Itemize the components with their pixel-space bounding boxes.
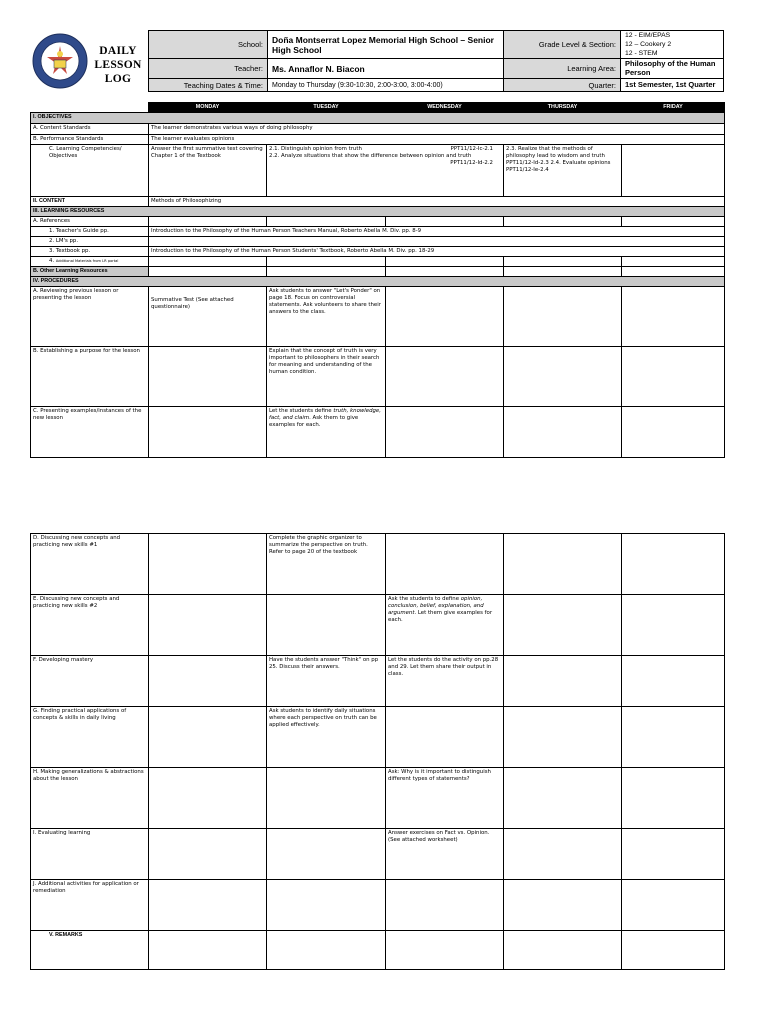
empty-cell bbox=[267, 829, 386, 880]
empty-cell bbox=[149, 267, 267, 277]
other-resources-label: B. Other Learning Resources bbox=[31, 267, 149, 277]
content-standards-label: A. Content Standards bbox=[31, 124, 149, 135]
table-row bbox=[31, 124, 725, 135]
learning-area-label: Learning Area: bbox=[503, 58, 621, 79]
competencies-tue-wed bbox=[267, 145, 504, 197]
teacher-value: Ms. Annaflor N. Biacon bbox=[267, 58, 504, 79]
learning-area-value: Philosophy of the Human Person bbox=[620, 58, 724, 79]
teaching-dates-value: Monday to Thursday (9:30-10:30, 2:00-3:00, 3:00-4:00) bbox=[267, 78, 504, 92]
empty-cell bbox=[504, 595, 622, 656]
table-row bbox=[31, 237, 725, 247]
procedure-g-tuesday: Ask students to identify daily situations where each perspective on truth can be applied effectively. bbox=[267, 707, 386, 768]
empty-cell bbox=[622, 595, 725, 656]
procedure-terms: opinion, conclusion, belief, explanation, and argument bbox=[388, 596, 484, 616]
procedure-b-label: B. Establishing a purpose for the lesson bbox=[31, 347, 149, 407]
procedure-d-label: D. Discussing new concepts and practicing new skills #1 bbox=[31, 534, 149, 595]
empty-cell bbox=[622, 880, 725, 931]
empty-cell bbox=[386, 931, 504, 970]
empty-cell bbox=[149, 880, 267, 931]
empty-cell bbox=[386, 880, 504, 931]
procedure-a-tuesday: Ask students to answer "Let's Ponder" on page 18. Focus on controversial statements. Ask volunteers to share their answers to the class. bbox=[267, 287, 386, 347]
empty-cell bbox=[149, 347, 267, 407]
procedure-i-label: I. Evaluating learning bbox=[31, 829, 149, 880]
empty-cell bbox=[267, 217, 386, 227]
empty-cell bbox=[622, 768, 725, 829]
empty-cell bbox=[622, 829, 725, 880]
empty-cell bbox=[149, 768, 267, 829]
quarter-value: 1st Semester, 1st Quarter bbox=[620, 78, 724, 92]
empty-cell bbox=[622, 347, 725, 407]
objectives-heading: I. OBJECTIVES bbox=[31, 113, 725, 124]
procedure-h-wednesday: Ask: Why is it important to distinguish different types of statements? bbox=[386, 768, 504, 829]
teachers-guide-label: 1. Teacher's Guide pp. bbox=[31, 227, 149, 237]
procedure-text: . Let them give examples for each. bbox=[388, 610, 493, 623]
dll-header bbox=[30, 30, 724, 92]
procedure-b-tuesday: Explain that the concept of truth is very important to philosophers in their search for meaning and understanding of the human condition. bbox=[267, 347, 386, 407]
empty-cell bbox=[267, 267, 386, 277]
table-row bbox=[31, 347, 725, 407]
empty-cell bbox=[149, 217, 267, 227]
other-resources-row bbox=[31, 267, 725, 277]
empty-cell bbox=[622, 534, 725, 595]
procedure-a-monday: Summative Test (See attached questionnaire) bbox=[149, 287, 267, 347]
empty-cell bbox=[267, 595, 386, 656]
table-row bbox=[31, 287, 725, 347]
empty-cell bbox=[386, 707, 504, 768]
empty-cell bbox=[622, 217, 725, 227]
empty-cell bbox=[622, 257, 725, 267]
empty-cell bbox=[149, 931, 267, 970]
lr-portal-label bbox=[31, 257, 149, 267]
empty-cell bbox=[622, 267, 725, 277]
grade-label: Grade Level & Section: bbox=[503, 30, 621, 59]
empty-cell bbox=[622, 931, 725, 970]
procedure-e-wednesday bbox=[386, 595, 504, 656]
competency-text: 2.1. Distinguish opinion from truth bbox=[269, 146, 362, 152]
school-value: Doña Montserrat Lopez Memorial High School – Senior High School bbox=[267, 30, 504, 59]
competencies-label: C. Learning Competencies/ Objectives bbox=[31, 145, 149, 197]
day-friday: FRIDAY bbox=[622, 103, 725, 113]
empty-cell bbox=[386, 267, 504, 277]
content-standards-value: The learner demonstrates various ways of doing philosophy bbox=[149, 124, 725, 135]
title-line-log: LOG bbox=[104, 73, 132, 85]
school-label: School: bbox=[148, 30, 268, 59]
competency-code: PPT11/12-Id-2.2 bbox=[450, 160, 493, 166]
empty-cell bbox=[622, 407, 725, 458]
teaching-dates-label: Teaching Dates & Time: bbox=[148, 78, 268, 92]
empty-cell bbox=[386, 534, 504, 595]
lesson-log-table-1 bbox=[30, 102, 725, 458]
empty-cell bbox=[149, 595, 267, 656]
competencies-friday bbox=[622, 145, 725, 197]
procedure-j-label: J. Additional activities for application or remediation bbox=[31, 880, 149, 931]
empty-cell bbox=[504, 347, 622, 407]
competency-code: PPT11/12-Ic-2.1 bbox=[450, 146, 493, 152]
day-monday: MONDAY bbox=[149, 103, 267, 113]
empty-cell bbox=[149, 534, 267, 595]
textbook-value: Introduction to the Philosophy of the Human Person Students' Textbook, Roberto Abella M. Div. pp. 18-29 bbox=[149, 247, 725, 257]
competencies-thursday: 2.3. Realize that the methods of philosophy lead to wisdom and truth PPT11/12-Id-2.3 2.4. Evaluate opinions PPT11/12-Ie-2.4 bbox=[504, 145, 622, 197]
empty-cell bbox=[267, 880, 386, 931]
competency-line bbox=[269, 146, 501, 153]
empty-cell bbox=[386, 347, 504, 407]
resources-heading: III. LEARNING RESOURCES bbox=[31, 207, 725, 217]
procedure-c-label: C. Presenting examples/instances of the new lesson bbox=[31, 407, 149, 458]
empty-cell bbox=[267, 257, 386, 267]
textbook-label: 3. Textbook pp. bbox=[31, 247, 149, 257]
procedure-f-label: F. Developing mastery bbox=[31, 656, 149, 707]
table-row bbox=[31, 707, 725, 768]
grade-value bbox=[620, 30, 724, 59]
procedure-d-tuesday: Complete the graphic organizer to summarize the perspective on truth. Refer to page 20 of the textbook bbox=[267, 534, 386, 595]
lr-portal-number: 4. bbox=[49, 258, 55, 264]
competency-line bbox=[269, 153, 501, 160]
table-row bbox=[31, 656, 725, 707]
deped-seal-logo bbox=[32, 33, 88, 89]
empty-cell bbox=[386, 217, 504, 227]
empty-cell bbox=[267, 931, 386, 970]
empty-cell bbox=[504, 534, 622, 595]
corner-cell bbox=[31, 103, 149, 113]
performance-standards-value: The learner evaluates opinions bbox=[149, 135, 725, 145]
grade-value-line: 12 – Cookery 2 bbox=[625, 41, 672, 48]
dll-title bbox=[88, 44, 148, 86]
empty-cell bbox=[504, 829, 622, 880]
competencies-monday: Answer the first summative test covering Chapter 1 of the Textbook bbox=[149, 145, 267, 197]
table-row bbox=[31, 247, 725, 257]
lr-portal-text: Additional Materials from LR portal bbox=[55, 259, 119, 263]
remarks-label: V. REMARKS bbox=[31, 931, 149, 970]
empty-cell bbox=[504, 880, 622, 931]
procedure-text: Let the students define bbox=[269, 408, 334, 414]
title-line-lesson: LESSON bbox=[94, 59, 142, 71]
empty-cell bbox=[149, 656, 267, 707]
lm-value bbox=[149, 237, 725, 247]
empty-cell bbox=[504, 407, 622, 458]
empty-cell bbox=[386, 257, 504, 267]
procedure-i-wednesday: Answer exercises on Fact vs. Opinion. (See attached worksheet) bbox=[386, 829, 504, 880]
empty-cell bbox=[504, 257, 622, 267]
content-value: Methods of Philosophizing bbox=[149, 197, 725, 207]
procedures-section-row bbox=[31, 277, 725, 287]
content-label: II. CONTENT bbox=[31, 197, 149, 207]
procedure-text: Ask the students to define bbox=[388, 596, 461, 602]
procedure-h-label: H. Making generalizations & abstractions about the lesson bbox=[31, 768, 149, 829]
table-row bbox=[31, 595, 725, 656]
day-wednesday: WEDNESDAY bbox=[386, 103, 504, 113]
table-row bbox=[31, 197, 725, 207]
table-row bbox=[31, 534, 725, 595]
procedure-text: . Ask them to give examples for each. bbox=[269, 415, 359, 428]
table-row bbox=[31, 768, 725, 829]
grade-value-line: 12 - EIM/EPAS bbox=[625, 32, 671, 39]
empty-cell bbox=[149, 707, 267, 768]
table-row bbox=[31, 257, 725, 267]
empty-cell bbox=[504, 217, 622, 227]
lesson-log-table-2 bbox=[30, 533, 725, 970]
procedure-terms: truth, knowledge, fact, and claim bbox=[269, 408, 381, 421]
objectives-section-row bbox=[31, 113, 725, 124]
teacher-label: Teacher: bbox=[148, 58, 268, 79]
quarter-label: Quarter: bbox=[503, 78, 621, 92]
day-header-row bbox=[31, 103, 725, 113]
procedure-c-tuesday bbox=[267, 407, 386, 458]
empty-cell bbox=[504, 267, 622, 277]
procedure-e-label: E. Discussing new concepts and practicing new skills #2 bbox=[31, 595, 149, 656]
procedure-f-tuesday: Have the students answer "Think" on pp 25. Discuss their answers. bbox=[267, 656, 386, 707]
teachers-guide-value: Introduction to the Philosophy of the Human Person Teachers Manual, Roberto Abella M. Div. pp. 8-9 bbox=[149, 227, 725, 237]
procedure-f-wednesday: Let the students do the activity on pp.28 and 29. Let them share their output in class. bbox=[386, 656, 504, 707]
title-line-daily: DAILY bbox=[99, 45, 137, 57]
procedure-a-label: A. Reviewing previous lesson or presenting the lesson bbox=[31, 287, 149, 347]
table-row bbox=[31, 135, 725, 145]
table-row bbox=[31, 880, 725, 931]
empty-cell bbox=[504, 707, 622, 768]
empty-cell bbox=[504, 768, 622, 829]
table-row bbox=[31, 931, 725, 970]
logo-area bbox=[30, 30, 148, 92]
procedure-g-label: G. Finding practical applications of concepts & skills in daily living bbox=[31, 707, 149, 768]
competency-text: 2.2. Analyze situations that show the difference between opinion and truth bbox=[269, 153, 472, 159]
table-row bbox=[31, 217, 725, 227]
grade-value-line: 12 - STEM bbox=[625, 50, 658, 57]
empty-cell bbox=[149, 829, 267, 880]
procedures-heading: IV. PROCEDURES bbox=[31, 277, 725, 287]
empty-cell bbox=[504, 931, 622, 970]
table-row bbox=[31, 145, 725, 197]
empty-cell bbox=[504, 287, 622, 347]
empty-cell bbox=[149, 257, 267, 267]
empty-cell bbox=[622, 287, 725, 347]
table-row bbox=[31, 407, 725, 458]
empty-cell bbox=[149, 407, 267, 458]
lm-label: 2. LM's pp. bbox=[31, 237, 149, 247]
day-thursday: THURSDAY bbox=[504, 103, 622, 113]
empty-cell bbox=[622, 656, 725, 707]
references-label: A. References bbox=[31, 217, 149, 227]
resources-section-row bbox=[31, 207, 725, 217]
table-row bbox=[31, 829, 725, 880]
empty-cell bbox=[504, 656, 622, 707]
empty-cell bbox=[622, 707, 725, 768]
empty-cell bbox=[386, 287, 504, 347]
performance-standards-label: B. Performance Standards bbox=[31, 135, 149, 145]
table-row bbox=[31, 227, 725, 237]
empty-cell bbox=[267, 768, 386, 829]
empty-cell bbox=[386, 407, 504, 458]
day-tuesday: TUESDAY bbox=[267, 103, 386, 113]
